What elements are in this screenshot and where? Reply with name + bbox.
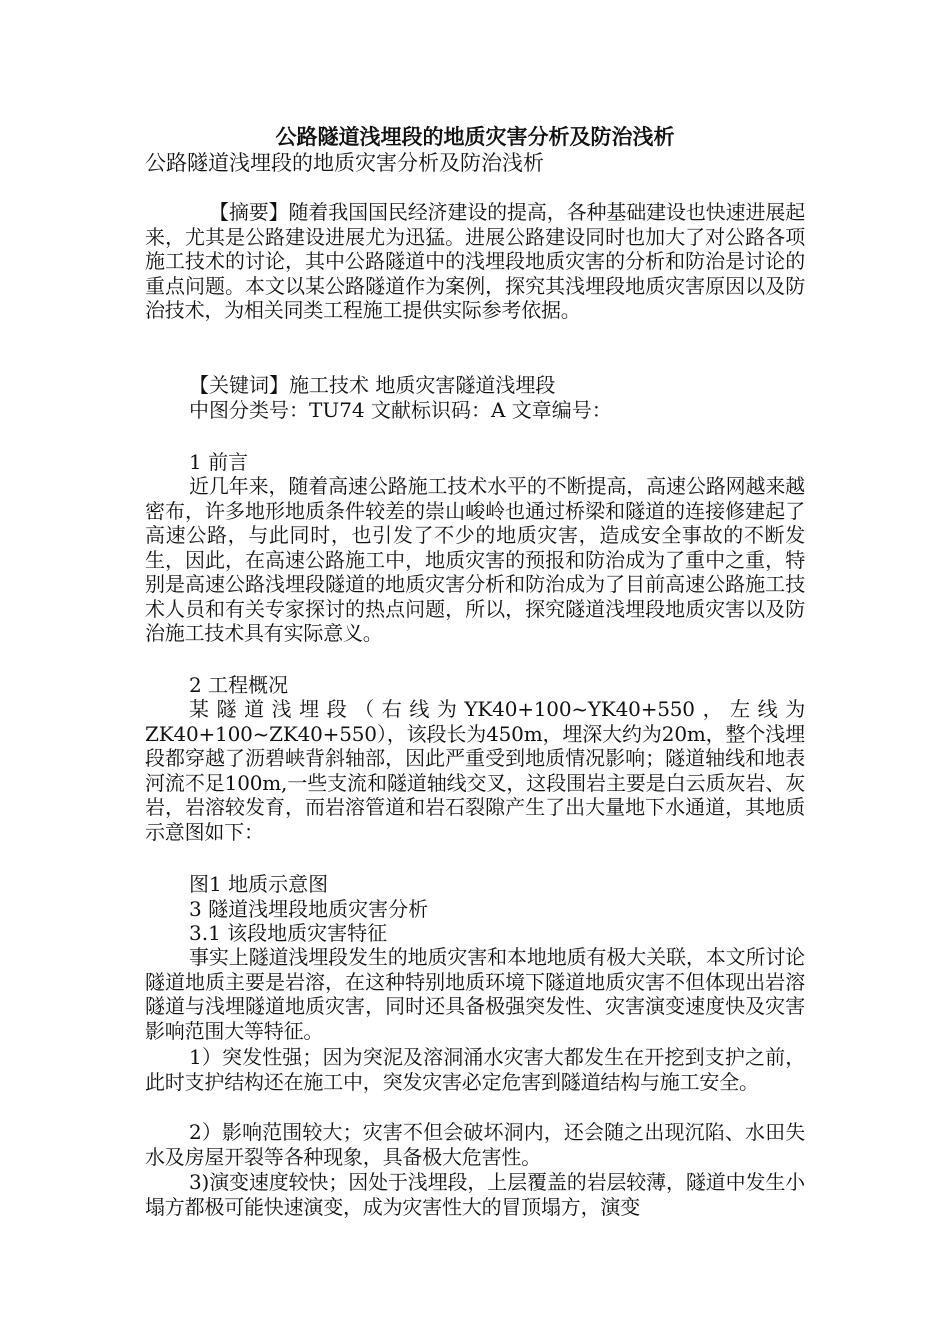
document-title: 公路隧道浅埋段的地质灾害分析及防治浅析	[275, 124, 675, 149]
document-subtitle: 公路隧道浅埋段的地质灾害分析及防治浅析	[145, 151, 544, 175]
abstract-paragraph: 【摘要】随着我国国民经济建设的提高，各种基础建设也快速进展起来，尤其是公路建设进展尤为迅猛。进展公路建设同时也加大了对公路各项施工技术的讨论，其中公路隧道中的浅埋段地质灾害的分析和防治是讨论的重点问题。本文以某公路隧道作为案例，探究其浅埋段地质灾害原因以及防治技术，为相关同类工程施工提供实际参考依据。	[145, 200, 805, 322]
section-3-1-paragraph: 事实上隧道浅埋段发生的地质灾害和本地地质有极大关联，本文所讨论隧道地质主要是岩溶，在这种特别地质环境下隧道地质灾害不但体现出岩溶隧道与浅埋隧道地质灾害，同时还具备极强突发性、灾害演变速度快及灾害影响范围大等特征。	[145, 945, 805, 1043]
section-3-heading: 3 隧道浅埋段地质灾害分析	[189, 897, 429, 921]
list-item-3: 3)演变速度较快；因处于浅埋段，上层覆盖的岩层较薄，隧道中发生小塌方都极可能快速演变，成为灾害性大的冒顶塌方，演变	[145, 1170, 805, 1219]
list-item-2: 2）影响范围较大；灾害不但会破坏洞内，还会随之出现沉陷、水田失水及房屋开裂等各种现象，具备极大危害性。	[145, 1120, 805, 1169]
keywords-line: 【关键词】施工技术 地质灾害隧道浅埋段	[189, 373, 556, 397]
figure-caption: 图1 地质示意图	[189, 872, 329, 896]
classification-line: 中图分类号：TU74 文献标识码：A 文章编号：	[189, 398, 612, 422]
section-1-paragraph: 近几年来，随着高速公路施工技术水平的不断提高，高速公路网越来越密布，许多地形地质条件较差的崇山峻岭也通过桥梁和隧道的连接修建起了高速公路，与此同时，也引发了不少的地质灾害，造成安全事故的不断发生，因此，在高速公路施工中，地质灾害的预报和防治成为了重中之重，特别是高速公路浅埋段隧道的地质灾害分析和防治成为了目前高速公路施工技术人员和有关专家探讨的热点问题，所以，探究隧道浅埋段地质灾害以及防治施工技术具有实际意义。	[145, 474, 805, 645]
section-1-heading: 1 前言	[189, 450, 249, 474]
section-2-paragraph: 某隧道浅埋段（右线为YK40+100~YK40+550，左线为ZK40+100~ZK40+550），该段长为450m，埋深大约为20m，整个浅埋段都穿越了沥碧峡背斜轴部，因此严重受到地质情况影响；隧道轴线和地表河流不足100m,一些支流和隧道轴线交叉，这段围岩主要是白云质灰岩、灰岩，岩溶较发育，而岩溶管道和岩石裂隙产生了出大量地下水通道，其地质示意图如下：	[145, 697, 805, 844]
section-3-1-heading: 3.1 该段地质灾害特征	[189, 921, 388, 945]
list-item-1: 1）突发性强；因为突泥及溶洞涌水灾害大都发生在开挖到支护之前，此时支护结构还在施工中，突发灾害必定危害到隧道结构与施工安全。	[145, 1045, 805, 1094]
section-2-heading: 2 工程概况	[189, 673, 289, 697]
